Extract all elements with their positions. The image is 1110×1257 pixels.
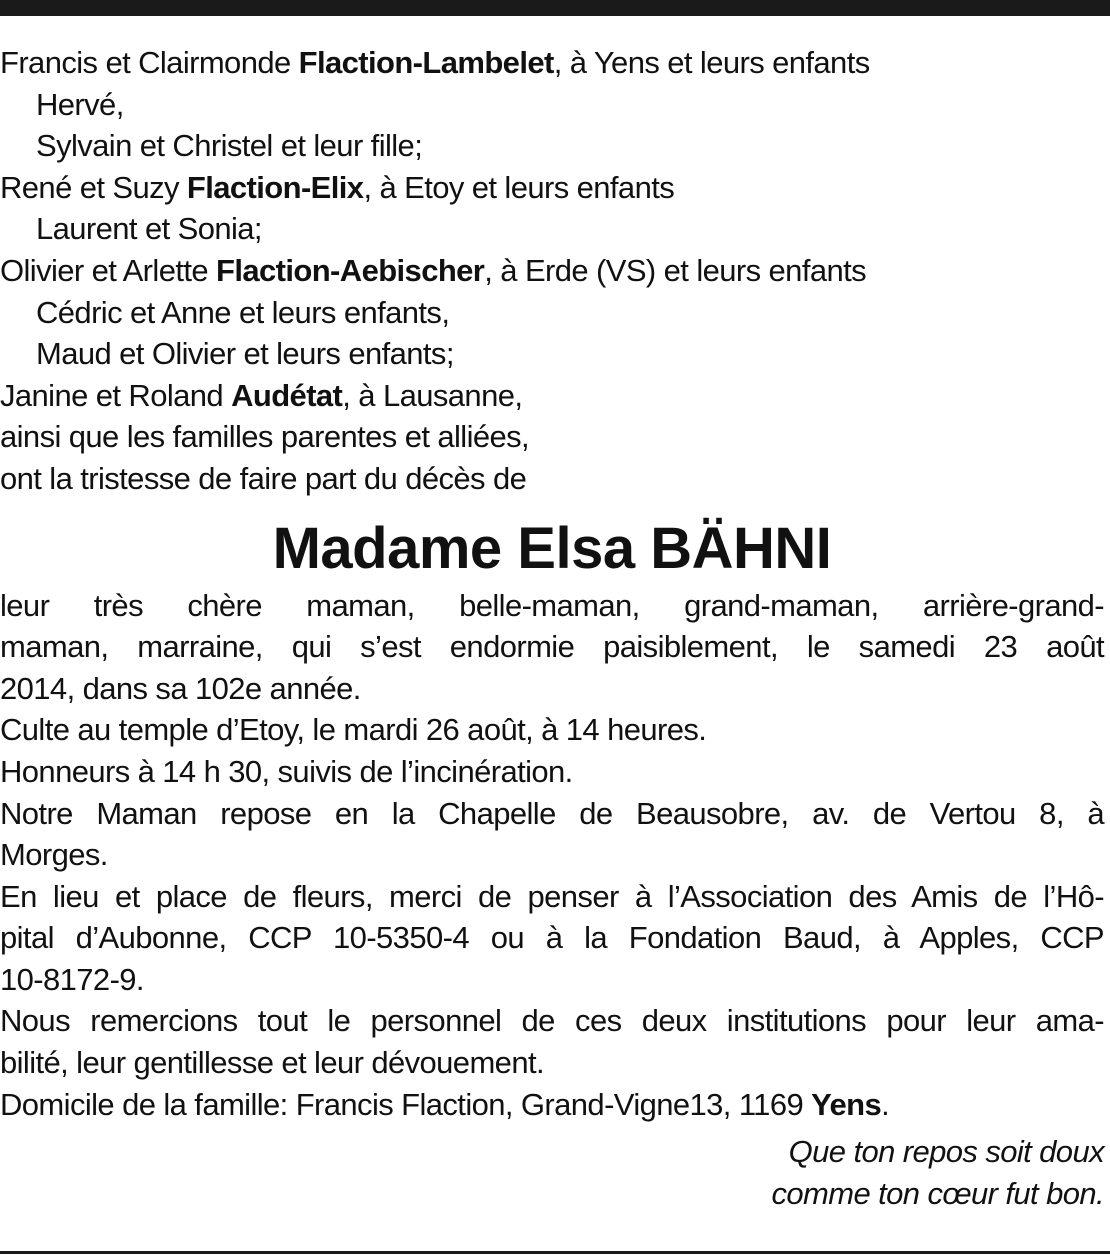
quote-line: comme ton cœur fut bon.: [771, 1175, 1104, 1211]
flowers-info: 10-8172-9.: [0, 961, 144, 997]
repose-info: Notre Maman repose en la Chapelle de Beausobre, av. de Vertou 8, à: [0, 795, 1104, 831]
closing-quote: [0, 1131, 1104, 1214]
honours-info: Honneurs à 14 h 30, suivis de l’incinération.: [0, 753, 573, 789]
family-names: Francis et Clairmonde: [0, 45, 299, 80]
child-line: Hervé,: [36, 86, 124, 122]
notice-body: [0, 585, 1104, 1126]
family-location: , à Lausanne,: [342, 377, 523, 413]
family-line: [0, 167, 1104, 209]
child-line: Cédric et Anne et leurs enfants,: [36, 294, 450, 330]
flowers-info: pital d’Aubonne, CCP 10-5350-4 ou à la Fondation Baud, à Apples, CCP: [0, 920, 1104, 956]
thanks-text: Nous remercions tout le personnel de ces deux institutions pour leur ama-: [0, 1003, 1104, 1039]
family-names: Janine et Roland: [0, 377, 232, 413]
service-info: Culte au temple d’Etoy, le mardi 26 août, à 14 heures.: [0, 712, 707, 748]
top-border-bar: [0, 0, 1110, 16]
relatives-line: ainsi que les familles parentes et alliées,: [0, 419, 530, 455]
thanks-text: bilité, leur gentillesse et leur dévouement.: [0, 1045, 544, 1081]
deceased-name: Madame Elsa BÄHNI: [272, 515, 832, 581]
family-list: [0, 42, 1104, 500]
family-location: , à Yens et leurs enfants: [553, 45, 870, 80]
address-text: Domicile de la famille: Francis Flaction, Grand-Vigne13, 1169: [0, 1086, 812, 1122]
address-end: .: [881, 1086, 890, 1122]
child-line: Maud et Olivier et leurs enfants;: [36, 336, 454, 372]
body-line: maman, marraine, qui s’est endormie paisiblement, le samedi 23 août: [0, 629, 1104, 665]
family-line: [0, 250, 1104, 292]
announcement-line: ont la tristesse de faire part du décès de: [0, 460, 527, 496]
bottom-border-rule: [0, 1251, 1110, 1254]
quote-line: Que ton repos soit doux: [788, 1134, 1104, 1170]
child-line: Sylvain et Christel et leur fille;: [36, 128, 423, 164]
family-surname: Audétat: [231, 377, 343, 413]
body-line: 2014, dans sa 102e année.: [0, 670, 361, 706]
family-names: Olivier et Arlette: [0, 252, 217, 288]
family-address: [0, 1084, 1104, 1126]
body-line: leur très chère maman, belle-maman, grand-maman, arrière-grand-: [0, 587, 1104, 623]
obituary-notice: [0, 42, 1104, 1214]
child-line: Laurent et Sonia;: [36, 211, 262, 247]
family-location: , à Erde (VS) et leurs enfants: [484, 252, 867, 288]
address-town: Yens: [811, 1086, 882, 1122]
family-location: , à Etoy et leurs enfants: [363, 169, 675, 205]
family-surname: Flaction-Aebischer: [216, 252, 485, 288]
family-names: René et Suzy: [0, 169, 187, 205]
repose-info: Morges.: [0, 837, 108, 873]
family-surname: Flaction-Elix: [186, 169, 364, 205]
family-line: [0, 42, 1104, 84]
family-line: [0, 375, 1104, 417]
family-surname: Flaction-Lambelet: [298, 45, 554, 80]
flowers-info: En lieu et place de fleurs, merci de penser à l’Association des Amis de l’Hô-: [0, 878, 1104, 914]
